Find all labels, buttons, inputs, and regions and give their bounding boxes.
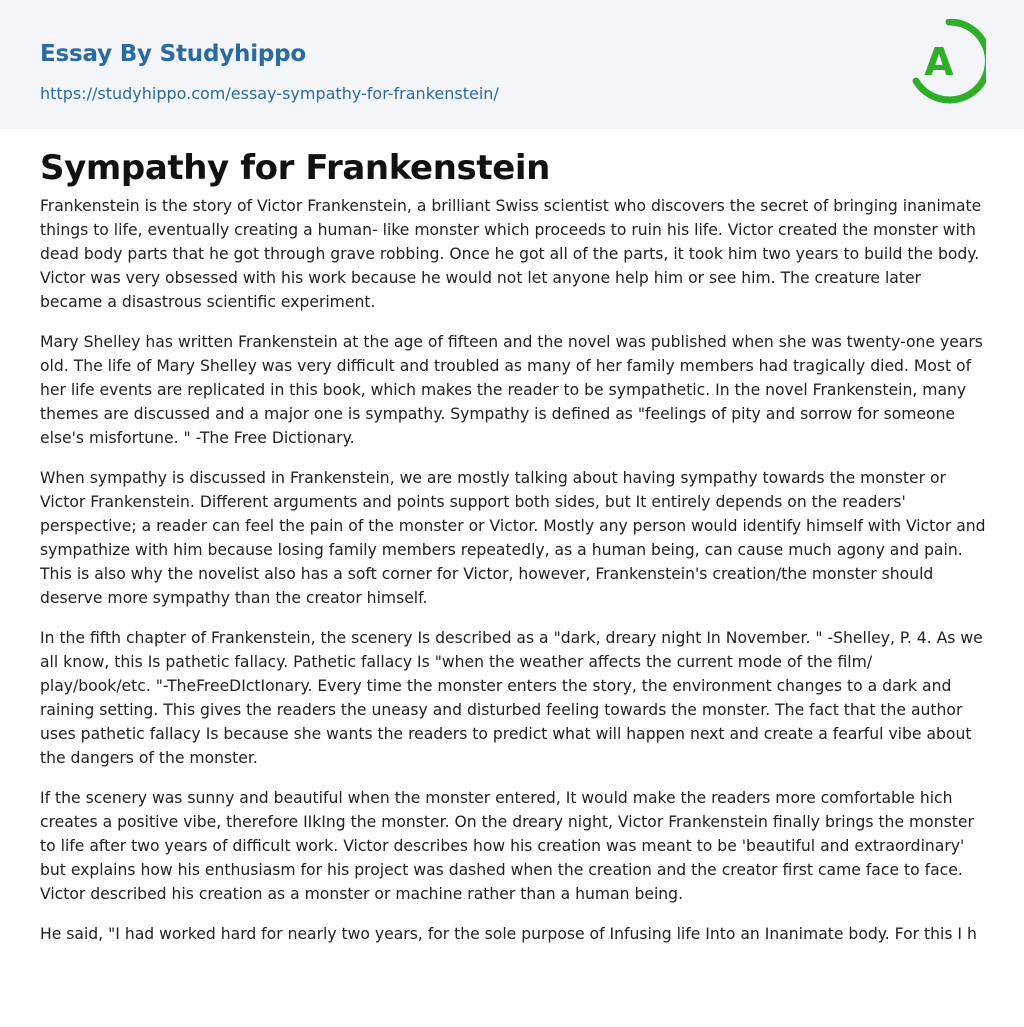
paragraph: Frankenstein is the story of Victor Frankenstein, a brilliant Swiss scientist who discovers the secret of bringing inanimate things to life, eventually creating a human- like monster which proceeds to ruin his life. Victor created the monster with dead body parts that he got through grave robbing. Once he got all of the parts, it took him two years to build the body. Victor was very obsessed with his work because he would not let anyone help him or see him. The creature later became a disastrous scientific experiment. [40,197,982,311]
paragraph: When sympathy is discussed in Frankenstein, we are mostly talking about having sympathy towards the monster or Victor Frankenstein. Different arguments and points support both sides, but It entirely depends on the readers' perspective; a reader can feel the pain of the monster or Victor. Mostly any person would identify himself with Victor and sympathize with him because losing family members repeatedly, as a human being, can cause much agony and pain. This is also why the novelist also has a soft corner for Victor, however, Frankenstein's creation/the monster should deserve more sympathy than the creator himself. [40,469,986,607]
logo-letter: A [924,40,954,84]
page-title: Sympathy for Frankenstein [40,148,550,188]
site-name[interactable]: Essay By Studyhippo [40,41,307,67]
paragraph: He said, "I had worked hard for nearly two years, for the sole purpose of Infusing life Into an Inanimate body. For this I h [40,925,977,943]
paragraph: Mary Shelley has written Frankenstein at the age of fifteen and the novel was published when she was twenty-one years old. The life of Mary Shelley was very difficult and troubled as many of her family members had tragically died. Most of her life events are replicated in this book, which makes the reader to be sympathetic. In the novel Frankenstein, many themes are discussed and a major one is sympathy. Sympathy is defined as "feelings of pity and sorrow for someone else's misfortune. " -The Free Dictionary. [40,333,983,447]
paragraph: If the scenery was sunny and beautiful when the monster entered, It would make the readers more comfortable hich creates a positive vibe, therefore IIkIng the monster. On the dreary night, Victor Frankenstein finally brings the monster to life after two years of difficult work. Victor describes how his creation was meant to be 'beautiful and extraordinary' but explains how his enthusiasm for his project was dashed when the creation and the creator first came face to face. Victor described his creation as a monster or machine rather than a human being. [40,789,974,903]
site-header [0,0,1024,129]
studyhippo-logo-icon[interactable] [912,19,986,105]
paragraph: In the fifth chapter of Frankenstein, the scenery Is described as a "dark, dreary night In November. " -Shelley, P. 4. As we all know, this Is pathetic fallacy. Pathetic fallacy Is "when the weather affects the current mode of the film/ play/book/etc. "-TheFreeDIctIonary. Every time the monster enters the story, the environment changes to a dark and raining setting. This gives the readers the uneasy and disturbed feeling towards the monster. The fact that the author uses pathetic fallacy Is because she wants the readers to predict what will happen next and create a fearful vibe about the dangers of the monster. [40,629,983,767]
article [40,146,986,946]
essay-url-link[interactable]: https://studyhippo.com/essay-sympathy-for-frankenstein/ [40,84,499,103]
